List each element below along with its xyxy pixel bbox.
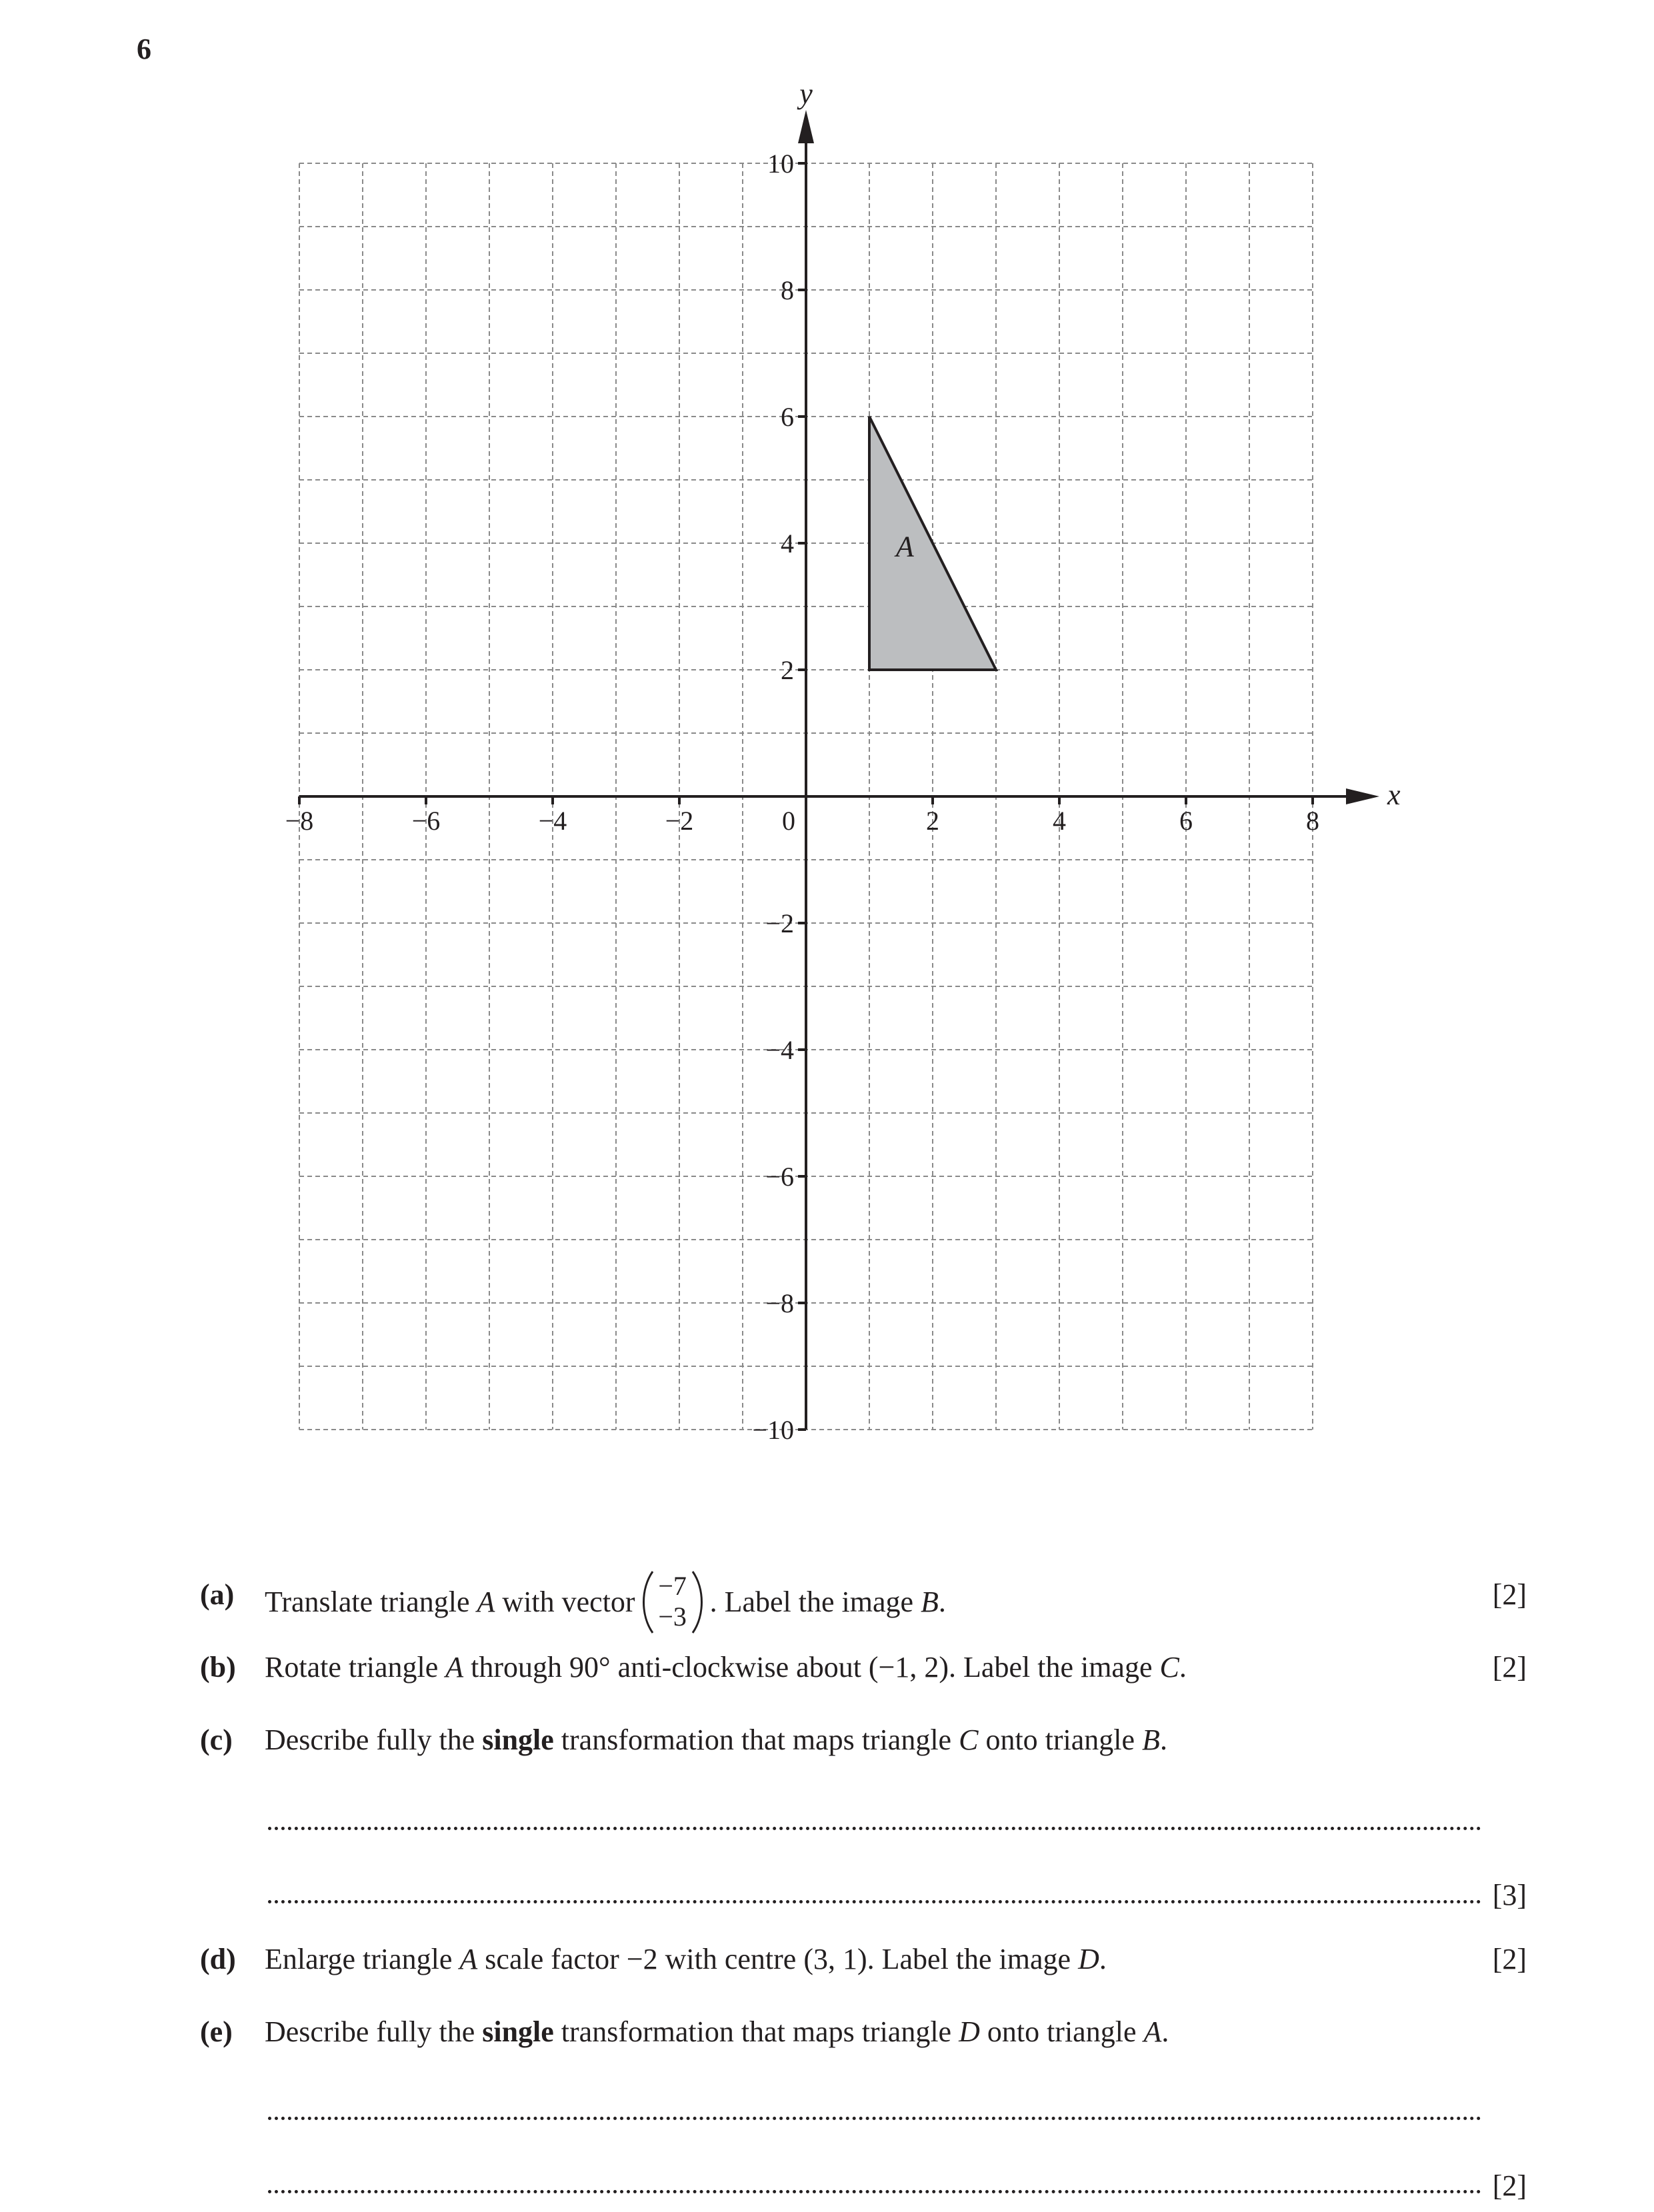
answer-line-c1[interactable]: [268, 1826, 1481, 1830]
y-tick-label: −8: [765, 1288, 794, 1318]
question-d: [200, 1936, 1527, 1983]
y-tick-label: 8: [781, 275, 794, 305]
y-tick-label: −6: [765, 1162, 794, 1192]
question-a-end: .: [938, 1586, 946, 1619]
question-c-label: (c): [200, 1723, 233, 1756]
question-e: [200, 2009, 1527, 2055]
question-c-from: C: [959, 1723, 979, 1756]
question-c-marks: [3]: [1492, 1879, 1527, 1911]
question-c-bold: single: [482, 1723, 554, 1756]
question-d-text: [265, 1936, 1107, 1983]
question-d-end: .: [1099, 1943, 1107, 1975]
question-b-shape: A: [445, 1651, 464, 1683]
axes: [299, 110, 1379, 1430]
question-a-label: (a): [200, 1578, 235, 1611]
question-e-text: [265, 2009, 1169, 2055]
question-a-pre: Translate triangle: [265, 1586, 477, 1619]
answer-line-c2[interactable]: [268, 1899, 1481, 1903]
question-c-to: B: [1142, 1723, 1160, 1756]
x-tick-label: −4: [538, 806, 567, 836]
question-b: [200, 1644, 1527, 1691]
question-a-text: [265, 1572, 946, 1638]
x-tick-label: −6: [411, 806, 441, 836]
question-c: [200, 1717, 1527, 1763]
y-tick-label: 10: [767, 149, 794, 179]
question-d-pre: Enlarge triangle: [265, 1943, 460, 1975]
y-tick-label: 2: [781, 655, 794, 685]
question-c-pre: Describe fully the: [265, 1723, 483, 1756]
question-c-end: .: [1159, 1723, 1167, 1756]
y-tick-label: −10: [752, 1415, 794, 1445]
question-e-label: (e): [200, 2015, 233, 2048]
question-c-onto: onto triangle: [978, 1723, 1143, 1756]
question-b-post: through 90° anti-clockwise about (−1, 2). Label the image: [463, 1651, 1160, 1683]
triangle-a-label: A: [895, 530, 914, 563]
question-e-post: transformation that maps triangle: [553, 2015, 959, 2048]
question-b-image: C: [1159, 1651, 1179, 1683]
question-e-bold: single: [482, 2015, 554, 2048]
question-c-text: [265, 1717, 1167, 1763]
question-b-marks: [2]: [1492, 1651, 1527, 1683]
answer-line-e2[interactable]: [268, 2189, 1481, 2193]
x-tick-label: 2: [926, 806, 939, 836]
question-d-shape: A: [459, 1943, 478, 1975]
y-tick-label: −2: [765, 908, 794, 938]
vector-y: −3: [658, 1602, 687, 1632]
y-axis-label: y: [799, 77, 813, 110]
y-tick-label: −4: [765, 1035, 794, 1065]
question-b-label: (b): [200, 1651, 236, 1683]
question-e-pre: Describe fully the: [265, 2015, 483, 2048]
question-e-to: A: [1143, 2015, 1162, 2048]
x-tick-label: 6: [1179, 806, 1193, 836]
y-axis-arrow: [798, 110, 814, 143]
vector-x: −7: [658, 1571, 687, 1601]
question-b-text: [265, 1644, 1187, 1691]
question-a-marks: [2]: [1492, 1578, 1527, 1611]
question-e-onto: onto triangle: [979, 2015, 1144, 2048]
question-d-label: (d): [200, 1943, 236, 1975]
question-e-end: .: [1161, 2015, 1169, 2048]
x-axis-arrow: [1346, 788, 1379, 804]
question-b-pre: Rotate triangle: [265, 1651, 446, 1683]
question-e-marks: [2]: [1492, 2169, 1527, 2202]
x-axis-label: x: [1387, 778, 1401, 811]
x-tick-label: 4: [1053, 806, 1066, 836]
y-tick-label: 4: [781, 529, 794, 558]
question-d-post: scale factor −2 with centre (3, 1). Label the image: [477, 1943, 1079, 1975]
question-a-mid: with vector: [495, 1586, 635, 1619]
question-d-marks: [2]: [1492, 1943, 1527, 1975]
x-tick-label: −8: [285, 806, 314, 836]
x-tick-label: 8: [1306, 806, 1319, 836]
x-tick-label: −2: [665, 806, 694, 836]
question-a-post: . Label the image: [709, 1586, 921, 1619]
question-c-post: transformation that maps triangle: [553, 1723, 959, 1756]
y-tick-label: 6: [781, 402, 794, 432]
question-a-shape: A: [477, 1586, 495, 1619]
question-a-image: B: [921, 1586, 939, 1619]
x-tick-label: 0: [782, 806, 795, 836]
page-number: 6: [137, 33, 151, 65]
answer-line-e1[interactable]: [268, 2116, 1481, 2120]
question-a: [200, 1571, 1527, 1632]
translation-vector: [638, 1569, 707, 1636]
question-b-end: .: [1179, 1651, 1187, 1683]
question-e-from: D: [959, 2015, 980, 2048]
question-d-image: D: [1078, 1943, 1099, 1975]
